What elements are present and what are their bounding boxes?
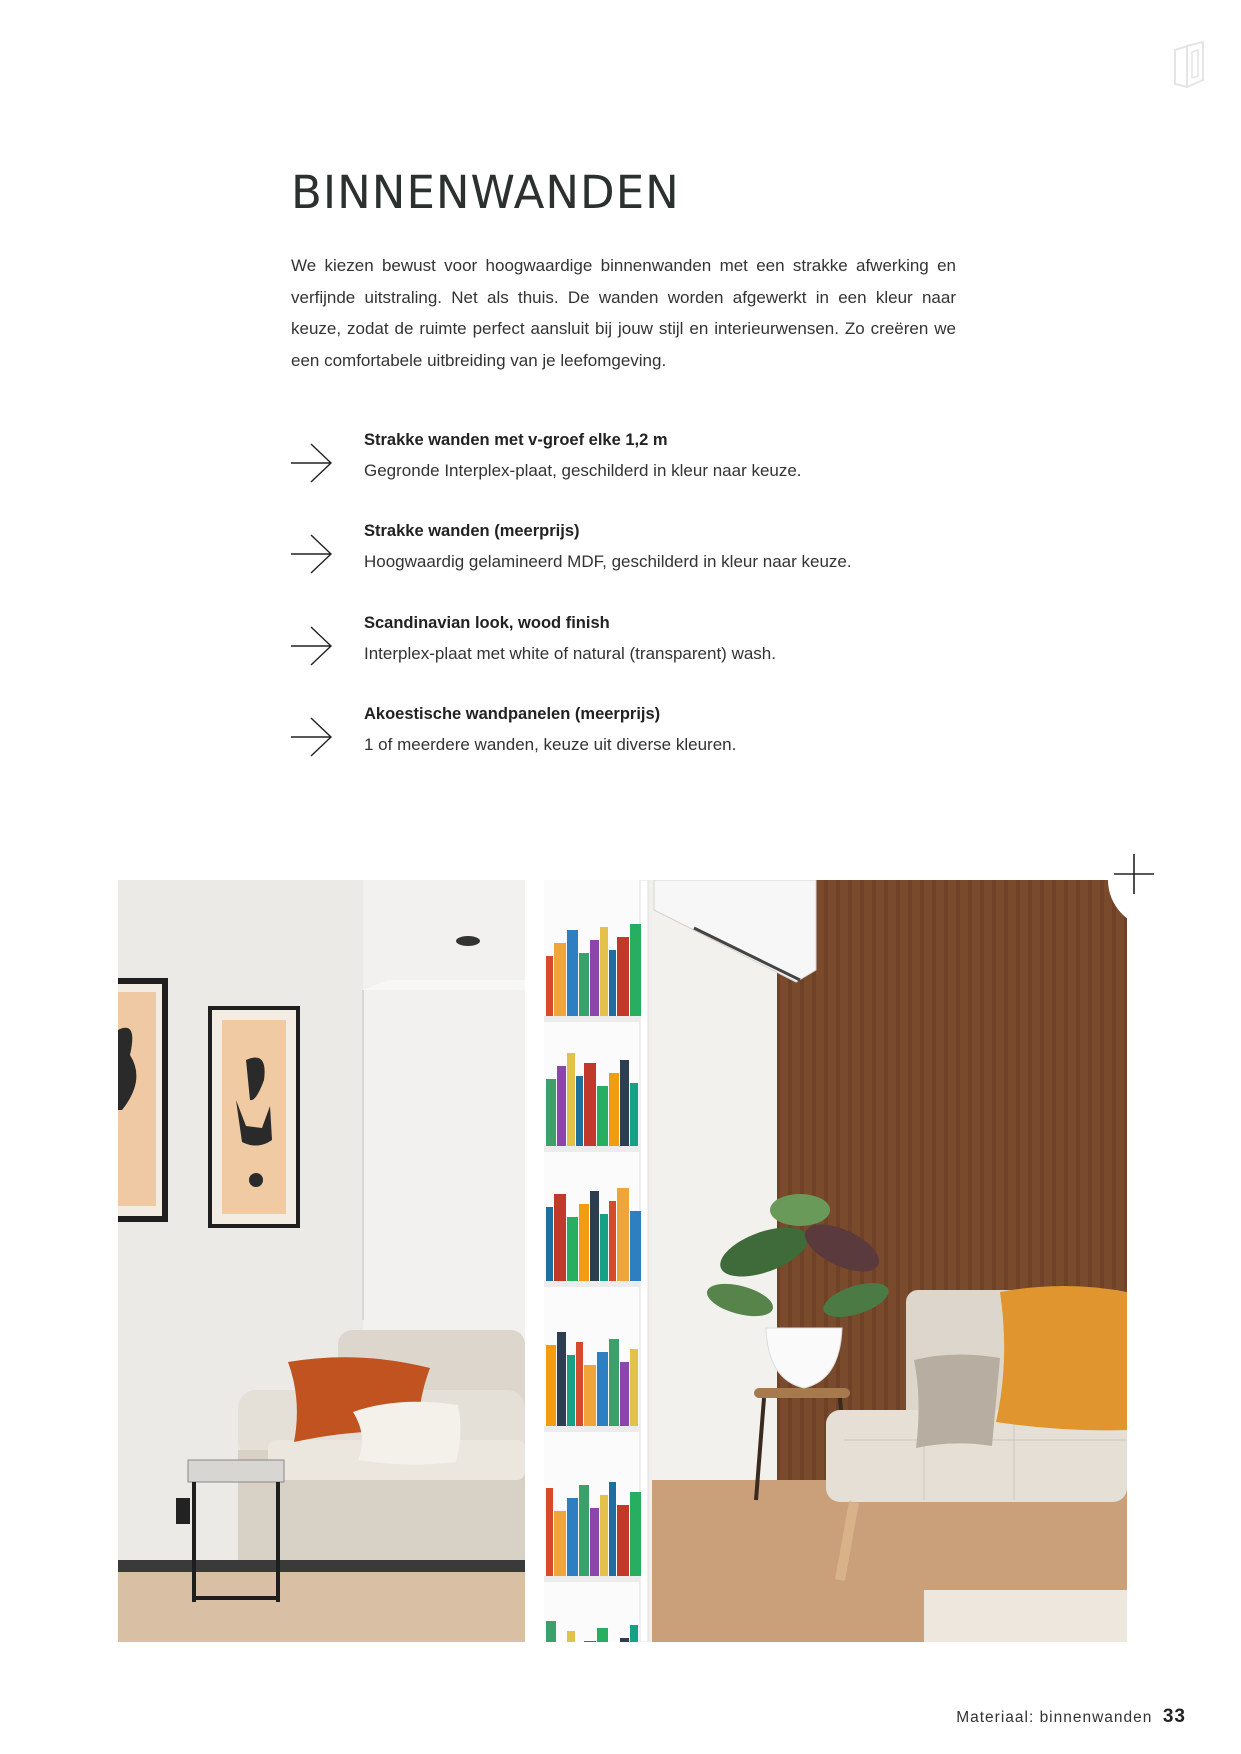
feature-description: Interplex-plaat met white of natural (transparent) wash. <box>364 644 776 663</box>
wood-slat <box>876 880 884 1480</box>
book-spine <box>609 1073 619 1146</box>
book-spine <box>546 1345 556 1426</box>
book-spine <box>579 1204 589 1281</box>
book-spine <box>597 1352 608 1426</box>
book-spine <box>590 940 599 1016</box>
book-spine <box>597 1086 608 1146</box>
book-spine <box>567 1498 578 1576</box>
book-spine <box>630 1625 638 1642</box>
book-spine <box>584 1063 596 1146</box>
book-spine <box>609 1482 616 1576</box>
shelf-board <box>544 1016 640 1022</box>
book-spine <box>567 1631 575 1642</box>
book-spine <box>554 943 566 1016</box>
book-spine <box>609 1201 616 1281</box>
book-spine <box>584 1641 596 1642</box>
intro-paragraph: We kiezen bewust voor hoogwaardige binnenwanden met een strakke afwerking en verfijnde uitstraling. Net als thuis. De wanden worden afgewerkt in een kleur naar keuze, zodat de ruimte perfect aansluit bij jouw stijl en interieurwensen. Zo creëren we een comfortabele uitbreiding van je leefomgeving. <box>291 256 956 370</box>
book-spine <box>546 1621 556 1642</box>
page-title: BINNENWANDEN <box>291 166 680 219</box>
book-spine <box>630 1349 638 1426</box>
book-spine <box>584 1365 596 1426</box>
book-spine <box>617 1188 629 1281</box>
book-spine <box>554 1511 566 1576</box>
feature-description: Gegronde Interplex-plaat, geschilderd in kleur naar keuze. <box>364 461 802 480</box>
book-spine <box>546 1207 553 1281</box>
shelf-board <box>544 1146 640 1152</box>
book-spine <box>600 1214 608 1281</box>
shelf-board <box>544 1576 640 1582</box>
arrow-right-icon <box>291 534 333 574</box>
shelf-board <box>544 1281 640 1287</box>
feature-item <box>291 705 891 775</box>
feature-title: Scandinavian look, wood finish <box>364 614 610 632</box>
book-spine <box>620 1362 629 1426</box>
book-spine <box>554 1194 566 1281</box>
arrow-right-icon <box>291 717 333 757</box>
arrow-right-icon <box>291 626 333 666</box>
interior-photo-wood-slat-wall <box>544 880 1127 1642</box>
book-spine <box>557 1332 566 1426</box>
page-footer <box>956 1706 1186 1728</box>
feature-title: Akoestische wandpanelen (meerprijs) <box>364 705 661 723</box>
feature-item <box>291 614 891 684</box>
arrow-right-icon <box>291 443 333 483</box>
wood-slat <box>852 880 860 1480</box>
book-spine <box>576 1342 583 1426</box>
feature-title: Strakke wanden met v-groef elke 1,2 m <box>364 431 668 449</box>
book-spine <box>609 950 616 1016</box>
book-spine <box>600 1495 608 1576</box>
corner-plus-icon <box>1080 840 1176 936</box>
book-spine <box>557 1066 566 1146</box>
book-spine <box>630 924 641 1016</box>
book-spine <box>567 1053 575 1146</box>
wood-slat <box>888 880 896 1480</box>
book-spine <box>617 937 629 1016</box>
book-spine <box>590 1508 599 1576</box>
book-spine <box>546 1079 556 1146</box>
brand-logo-icon <box>1172 40 1206 88</box>
book-spine <box>620 1638 629 1642</box>
book-spine <box>630 1492 641 1576</box>
feature-item <box>291 431 891 501</box>
book-spine <box>590 1191 599 1281</box>
book-spine <box>630 1083 638 1146</box>
book-spine <box>597 1628 608 1642</box>
book-spine <box>630 1211 641 1281</box>
book-spine <box>576 1076 583 1146</box>
book-spine <box>620 1060 629 1146</box>
book-spine <box>567 930 578 1016</box>
book-spine <box>617 1505 629 1576</box>
feature-item <box>291 522 891 592</box>
book-spine <box>567 1217 578 1281</box>
shelf-board <box>544 1426 640 1432</box>
book-spine <box>600 927 608 1016</box>
footer-section-label: Materiaal: binnenwanden <box>956 1709 1153 1726</box>
feature-description: Hoogwaardig gelamineerd MDF, geschilderd in kleur naar keuze. <box>364 552 852 571</box>
book-spine <box>546 956 553 1016</box>
book-spine <box>567 1355 575 1426</box>
page-number: 33 <box>1162 1706 1186 1727</box>
book-spine <box>546 1488 553 1576</box>
book-spine <box>609 1339 619 1426</box>
feature-title: Strakke wanden (meerprijs) <box>364 522 580 540</box>
wood-slat <box>864 880 872 1480</box>
interior-photo-sofa-nook <box>118 880 525 1642</box>
feature-description: 1 of meerdere wanden, keuze uit diverse kleuren. <box>364 735 737 754</box>
book-spine <box>579 953 589 1016</box>
book-spine <box>579 1485 589 1576</box>
